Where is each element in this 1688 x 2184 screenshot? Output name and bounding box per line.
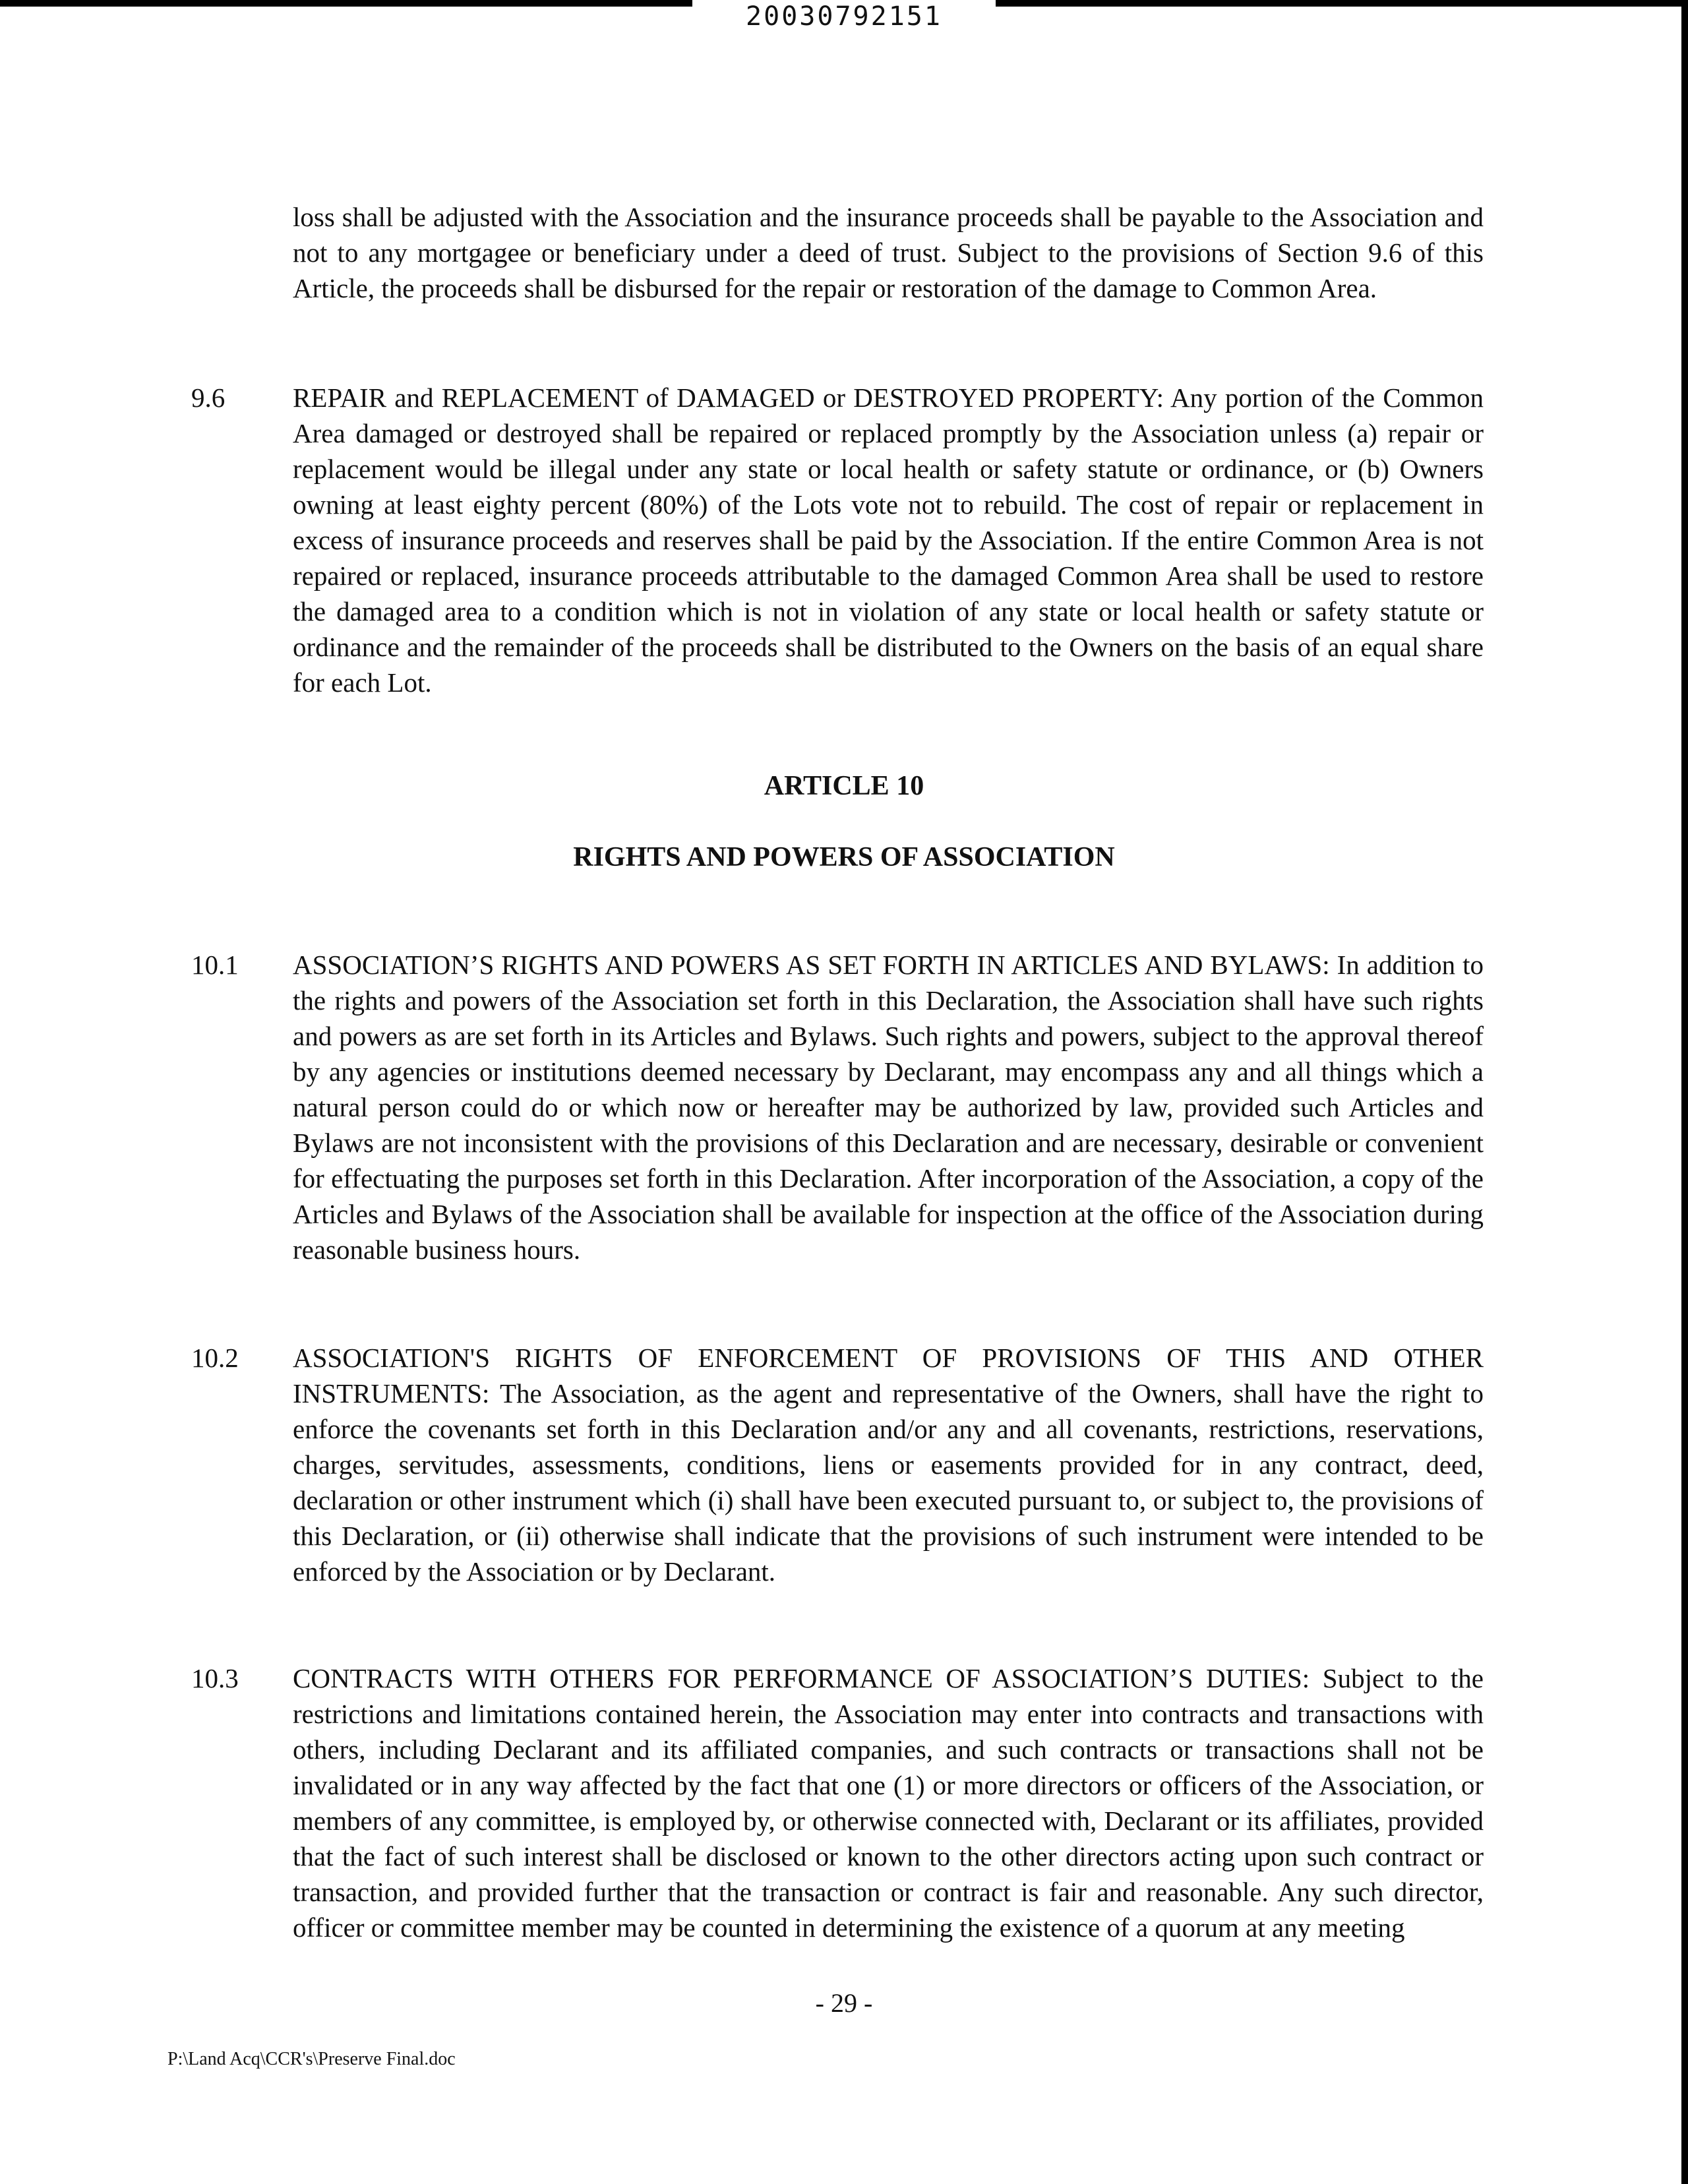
file-path: P:\Land Acq\CCR's\Preserve Final.doc [167, 2049, 456, 2069]
article-title: ARTICLE 10 [764, 771, 924, 801]
section-text: ASSOCIATION’S RIGHTS AND POWERS AS SET FORTH IN ARTICLES AND BYLAWS: In addition to the rights and powers of the Association set forth in this Declaration, the Association shall have such rights and powers as are set forth in its Articles and Bylaws. Such rights and powers, subject to the approval thereof by any agencies or institutions deemed necessary by Declarant, may encompass any and all things which a natural person could do or which now or hereafter may be authorized by law, provided such Articles and Bylaws are not inconsistent with the provisions of this Declaration and are necessary, desirable or convenient for effectuating the purposes set forth in this Declaration. After incorporation of the Association, a copy of the Articles and Bylaws of the Association shall be available for inspection at the office of the Association during reasonable business hours. [293, 950, 1484, 1265]
section-number: 10.1 [191, 950, 239, 980]
intro-paragraph: loss shall be adjusted with the Association and the insurance proceeds shall be payable to the Association and not to any mortgagee or beneficiary under a deed of trust. Subject to the provisions of Section 9.6 of this Article, the proceeds shall be disbursed for the repair or restoration of the damage to Common Area. [293, 202, 1484, 303]
page-number: - 29 - [815, 1988, 873, 2018]
article-subtitle: RIGHTS AND POWERS OF ASSOCIATION [573, 842, 1115, 872]
scan-edge-right [1681, 0, 1688, 2184]
section-number: 9.6 [191, 382, 226, 413]
section-text: REPAIR and REPLACEMENT of DAMAGED or DESTROYED PROPERTY: Any portion of the Common Area damaged or destroyed shall be repaired or replaced promptly by the Association unless (a) repair or replacement would be illegal under any state or local health or safety statute or ordinance, or (b) Owners owning at least eighty percent (80%) of the Lots vote not to rebuild. The cost of repair or replacement in excess of insurance proceeds and reserves shall be paid by the Association. If the entire Common Area is not repaired or replaced, insurance proceeds attributable to the damaged Common Area shall be used to restore the damaged area to a condition which is not in violation of any state or local health or safety statute or ordinance and the remainder of the proceeds shall be distributed to the Owners on the basis of an equal share for each Lot. [293, 382, 1484, 698]
section-text: CONTRACTS WITH OTHERS FOR PERFORMANCE OF ASSOCIATION’S DUTIES: Subject to the restrictions and limitations contained herein, the Association may enter into contracts and transactions with others, including Declarant and its affiliated companies, and such contracts or transactions shall not be invalidated or in any way affected by the fact that one (1) or more directors or officers of the Association, or members of any committee, is employed by, or otherwise connected with, Declarant or its affiliates, provided that the fact of such interest shall be disclosed or known to the other directors acting upon such contract or transaction, and provided further that the transaction or contract is fair and reasonable. Any such director, officer or committee member may be counted in determining the existence of a quorum at any meeting [293, 1663, 1484, 1943]
document-id: 20030792151 [746, 1, 942, 32]
section-number: 10.2 [191, 1343, 239, 1373]
section-number: 10.3 [191, 1663, 239, 1693]
section-text: ASSOCIATION'S RIGHTS OF ENFORCEMENT OF PROVISIONS OF THIS AND OTHER INSTRUMENTS: The Association, as the agent and representative of the Owners, shall have the right to enforce the covenants set forth in this Declaration and/or any and all covenants, restrictions, reservations, charges, servitudes, assessments, conditions, liens or easements provided for in any contract, deed, declaration or other instrument which (i) shall have been executed pursuant to, or subject to, the provisions of this Declaration, or (ii) otherwise shall indicate that the provisions of such instrument were intended to be enforced by the Association or by Declarant. [293, 1343, 1484, 1587]
